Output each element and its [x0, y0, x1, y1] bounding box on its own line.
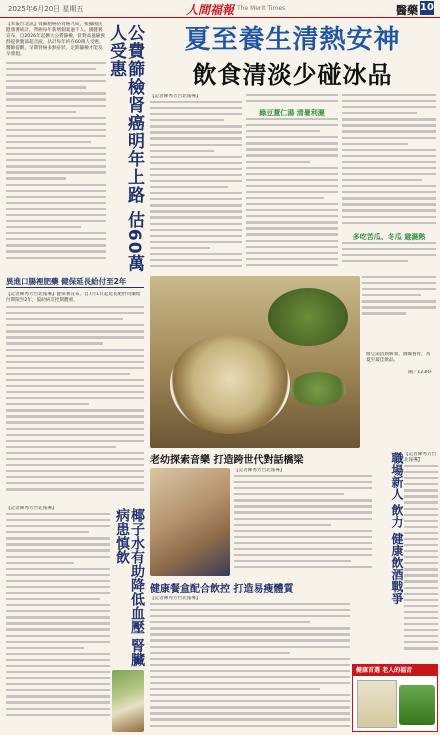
- left-story2-headline: 異進口腸裡肥藥 健保延長給付至2年: [6, 276, 144, 288]
- main-story-col3: [342, 94, 436, 274]
- main-story-col2: [246, 94, 338, 274]
- music-class-photo: [150, 468, 230, 576]
- diet-story-byline: 【記者陳秀芳台北報導】: [150, 596, 201, 601]
- main-story-byline: 【記者陳秀芳台北報導】: [150, 94, 201, 99]
- diet-story-headline: 健康餐盒配合飲控 打造易瘦體質: [150, 584, 294, 594]
- newspaper-logo: 人間福報: [186, 3, 235, 17]
- main-photo-caption: 綠豆湯清熱解暑、潤燥養胃，為夏至最佳飲品。: [366, 352, 431, 364]
- main-photo-credit: 圖／123RF: [408, 370, 432, 375]
- page-header: [0, 0, 440, 18]
- coconut-story-byline: 【記者陳秀芳台北報導】: [6, 506, 57, 511]
- coconut-photo: [112, 670, 144, 732]
- main-subhead-2: 多吃苦瓜、冬瓜 避濕熱: [352, 233, 426, 241]
- left-story-body: [6, 22, 106, 268]
- bean-pile-shape: [268, 288, 348, 346]
- coconut-story-body: [6, 506, 110, 732]
- issue-date: 2025年6月20日 星期五: [8, 5, 84, 13]
- page-number: 10: [420, 2, 434, 13]
- section-name: 醫藥: [396, 4, 418, 17]
- main-headline-line2: 飲食清淡少碰冰品: [192, 61, 393, 89]
- newspaper-logo-en: The Merit Times: [237, 5, 286, 12]
- advertisement[interactable]: [352, 664, 438, 732]
- soup-bowl-shape: [170, 334, 290, 434]
- music-story-body: [234, 468, 372, 576]
- main-subhead-1: 綠豆薏仁湯 清暑利濕: [259, 109, 325, 117]
- left-story-text-lines: [6, 62, 106, 266]
- job-story-headline: 職場新人 飲力 健康飲酒戰爭: [390, 452, 404, 605]
- coconut-story-headline: 椰子水有助降低血壓 腎臟病患慎飲: [114, 508, 145, 667]
- diet-story-body: [150, 596, 350, 732]
- ad-product-box: [357, 680, 397, 728]
- left-story-headline: 公費篩檢肾癌明年上路 估60萬人受惠: [106, 24, 144, 273]
- music-story-byline: 【記者陳秀芳台北報導】: [234, 468, 285, 473]
- ad-product-bottle: [399, 685, 435, 725]
- job-story-body: [404, 452, 438, 660]
- left-story2-body: [6, 292, 144, 498]
- left-story-lead: 【本報台北訊】腎細胞癌佔肾癌九成，根據國民健康署統計，肾癌每年新增個案逾千人。國健署宣布，自2026年起擴大公費篩檢，針對高風險族群提供腹部超音波，估計每年約有60萬人受惠。醫師提醒，早期肾癌多無症狀，定期篩檢才能及早發現。: [6, 22, 105, 58]
- main-photo-side-text: [362, 276, 436, 448]
- bean-spoon-shape: [290, 372, 346, 406]
- mung-bean-soup-photo: [150, 276, 360, 448]
- main-headline-line1: 夏至養生清熱安神: [184, 25, 401, 55]
- main-story-col1: [150, 94, 242, 274]
- ad-headline: 健康首選 老人的福音: [353, 665, 437, 676]
- music-story-headline: 老幼探索音樂 打造跨世代對話橋梁: [150, 455, 304, 465]
- left-story2-lead: 【記者陳秀芳台北報導】健保署宣布，自7月1日起延長肥胖用藥給付期限至2年，協助病友控制體重。: [6, 292, 141, 304]
- job-story-byline: 【記者陳秀芳台北報導】: [404, 452, 437, 464]
